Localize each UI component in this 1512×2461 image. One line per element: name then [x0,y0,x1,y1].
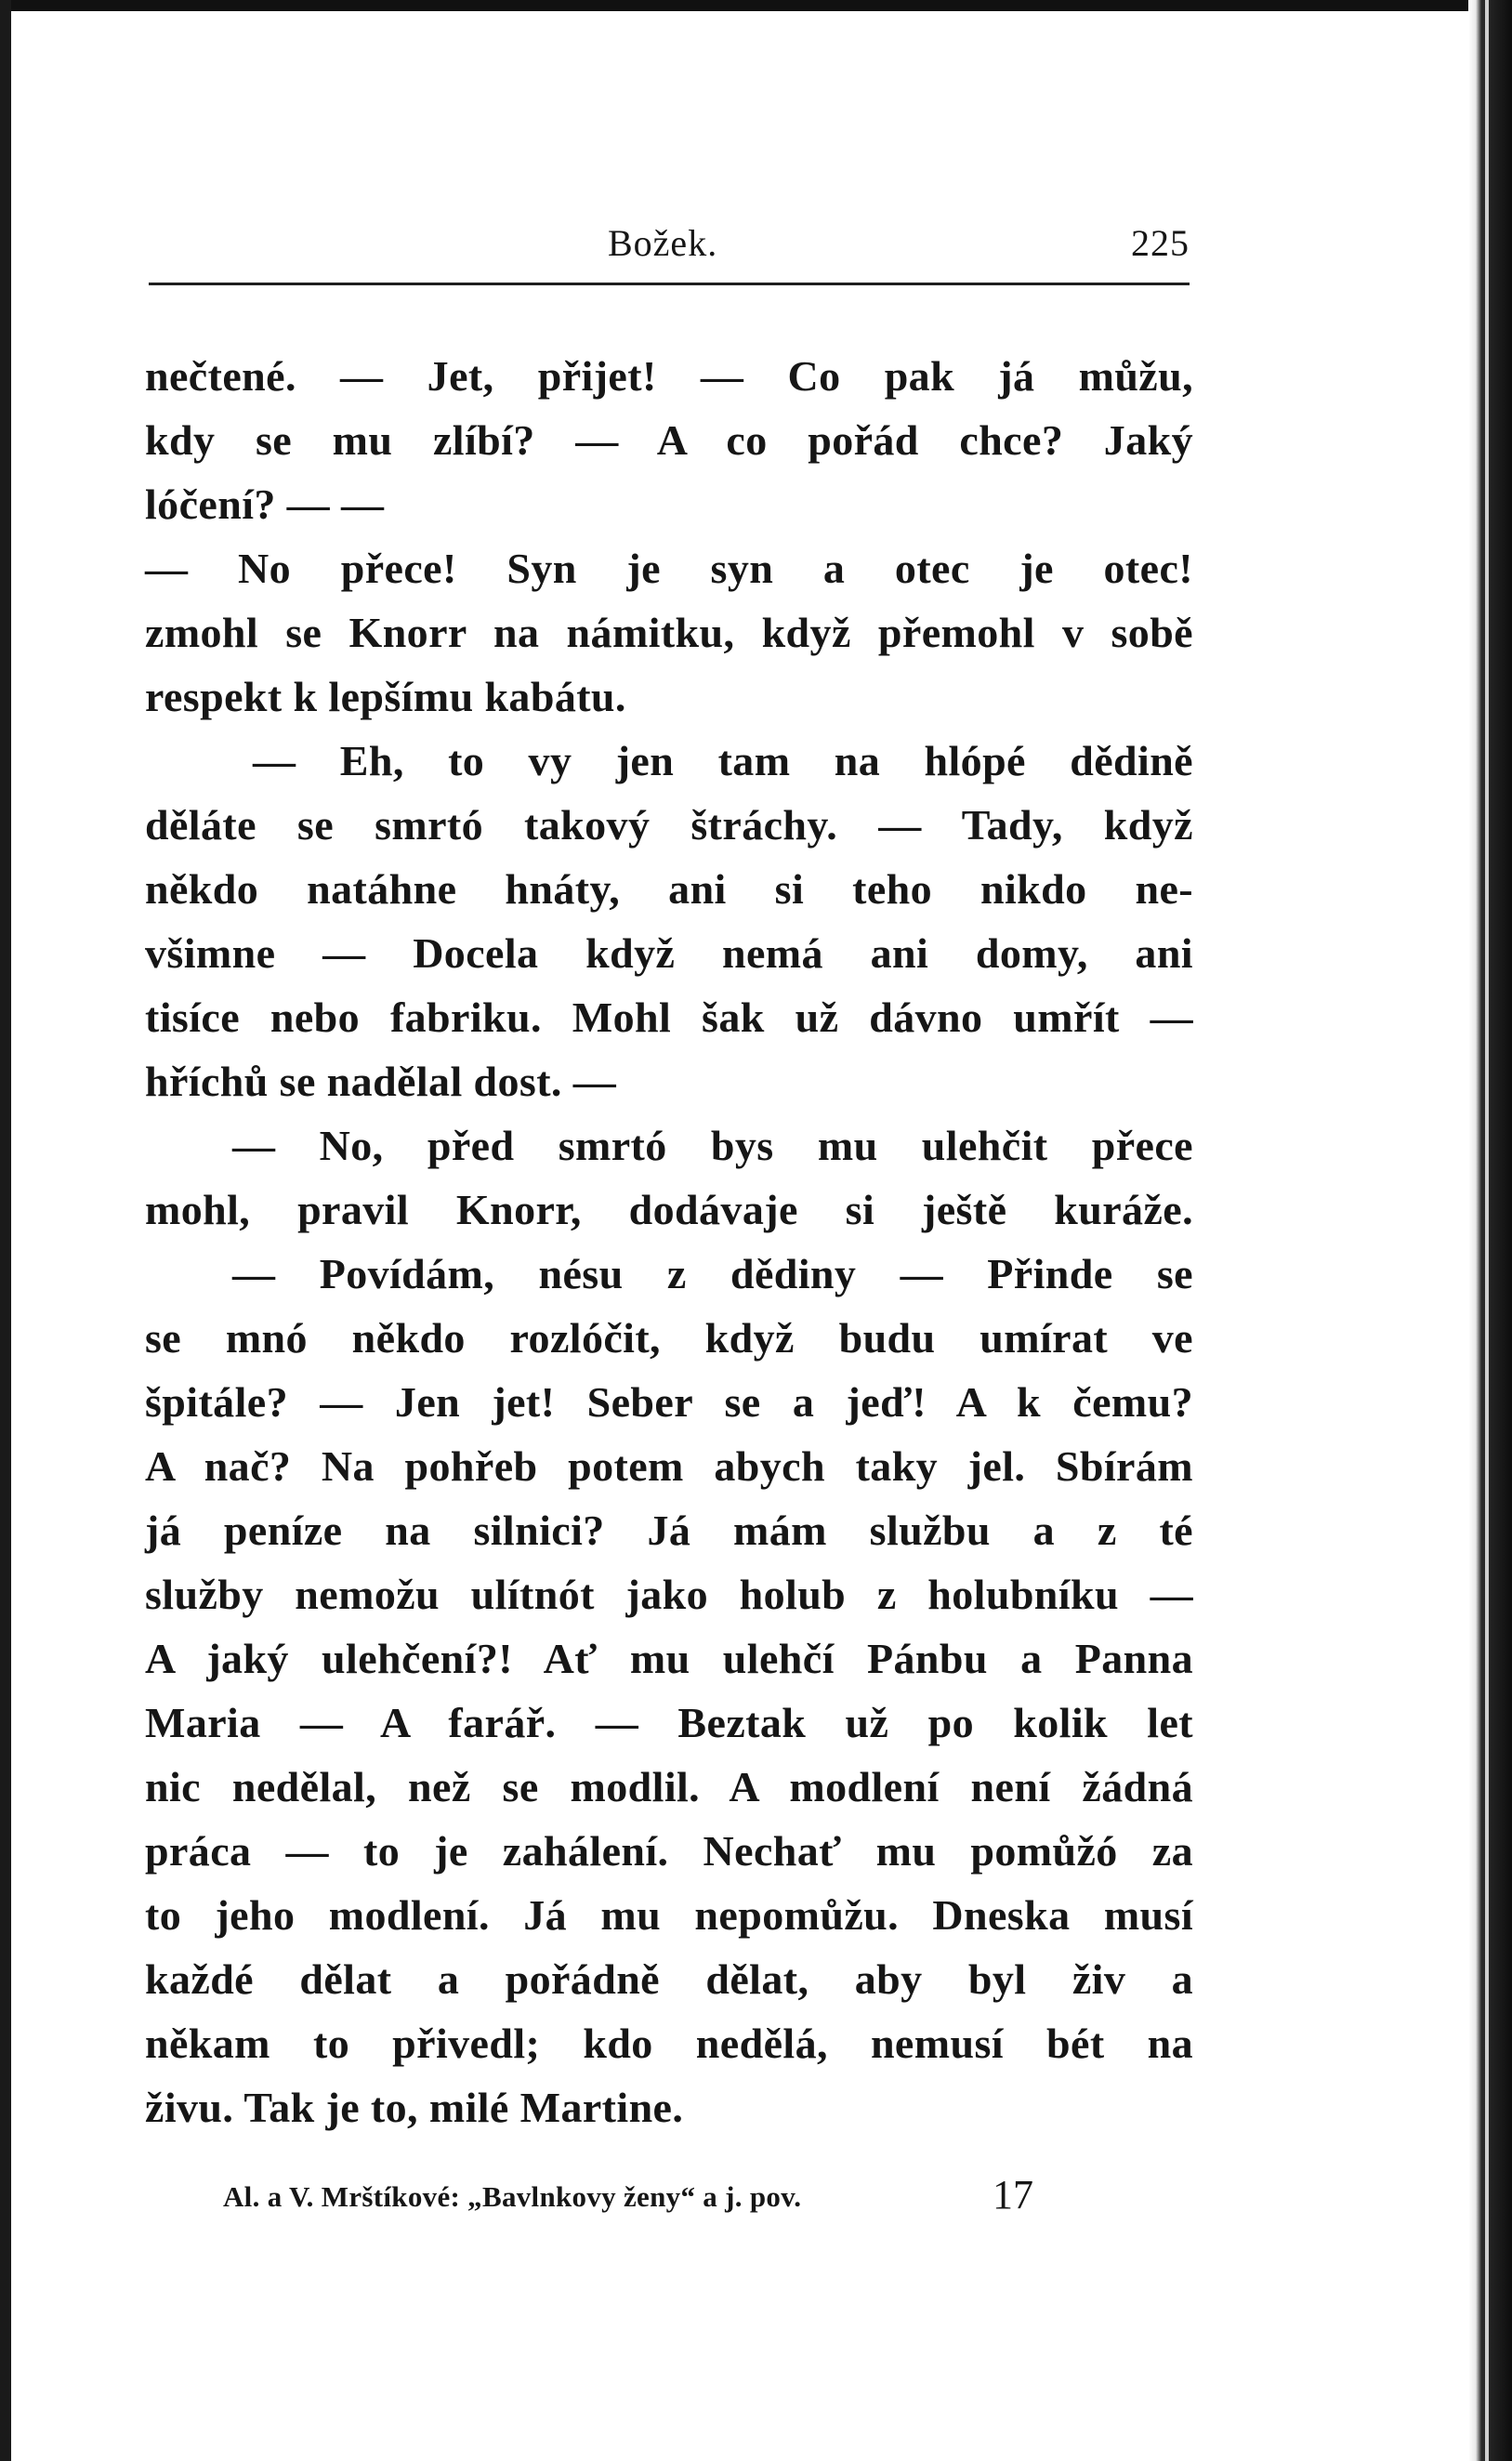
text-line: mohl, pravil Knorr, dodávaje si ještě kuráže. [145,1186,1193,1233]
sheet-number: 17 [993,2172,1033,2218]
text-line: já peníze na silnici? Já mám službu a z té [145,1507,1193,1554]
text-line: nečtené. — Jet, přijet! — Co pak já můžu, [145,352,1193,400]
text-line: A jaký ulehčení?! Ať mu ulehčí Pánbu a Panna [145,1635,1193,1682]
text-line: A nač? Na pohřeb potem abych taky jel. Sbírám [145,1442,1193,1490]
text-line: Maria — A farář. — Beztak už po kolik let [145,1699,1193,1746]
text-line: děláte se smrtó takový štráchy. — Tady, když [145,801,1193,849]
text-line: špitále? — Jen jet! Seber se a jeď! A k čemu? [145,1378,1193,1426]
text-line: — No, před smrtó bys mu ulehčit přece [232,1122,1193,1169]
text-line: každé dělat a pořádně dělat, aby byl živ a [145,1955,1193,2003]
text-line: — No přece! Syn je syn a otec je otec! [145,545,1193,592]
scan-edge-left [0,0,11,2461]
text-line: se mnó někdo rozlóčit, když budu umírat ve [145,1314,1193,1362]
scan-edge-right [1468,0,1512,2461]
text-line: zmohl se Knorr na námitku, když přemohl v sobě [145,609,1193,656]
text-line: hříchů se nadělal dost. — [145,1058,617,1105]
text-line: někdo natáhne hnáty, ani si teho nikdo ne- [145,865,1193,913]
text-line: kdy se mu zlíbí? — A co pořád chce? Jaký [145,416,1193,464]
scan-edge-top [0,0,1512,11]
text-line: tisíce nebo fabriku. Mohl šak už dávno umřít — [145,994,1193,1041]
page-number: 225 [1131,222,1190,264]
printer-signature: Al. a V. Mrštíkové: „Bavlnkovy ženy“ a j. pov. [223,2180,802,2213]
text-line: to jeho modlení. Já mu nepomůžu. Dneska musí [145,1891,1193,1939]
text-line: všimne — Docela když nemá ani domy, ani [145,929,1193,977]
text-line: respekt k lepšímu kabátu. [145,673,626,720]
scan-edge-right-highlight [1485,0,1489,2461]
text-line: někam to přivedl; kdo nedělá, nemusí bét na [145,2020,1193,2067]
text-line: — Povídám, nésu z dědiny — Přinde se [232,1250,1193,1297]
header-rule [149,283,1190,285]
text-line: práca — to je zahálení. Nechať mu pomůžó za [145,1827,1193,1875]
text-line: nic nedělal, než se modlil. A modlení není žádná [145,1763,1193,1810]
page-footer [223,2171,1059,2227]
page-header [149,216,1190,271]
text-line: živu. Tak je to, milé Martine. [145,2084,684,2131]
body-text [145,344,1193,2139]
running-title: Božek. [608,222,718,264]
text-line: lóčení? — — [145,480,385,528]
text-line: — Eh, to vy jen tam na hlópé dědině [253,737,1193,784]
text-line: služby nemožu ulítnót jako holub z holubníku — [145,1571,1193,1618]
